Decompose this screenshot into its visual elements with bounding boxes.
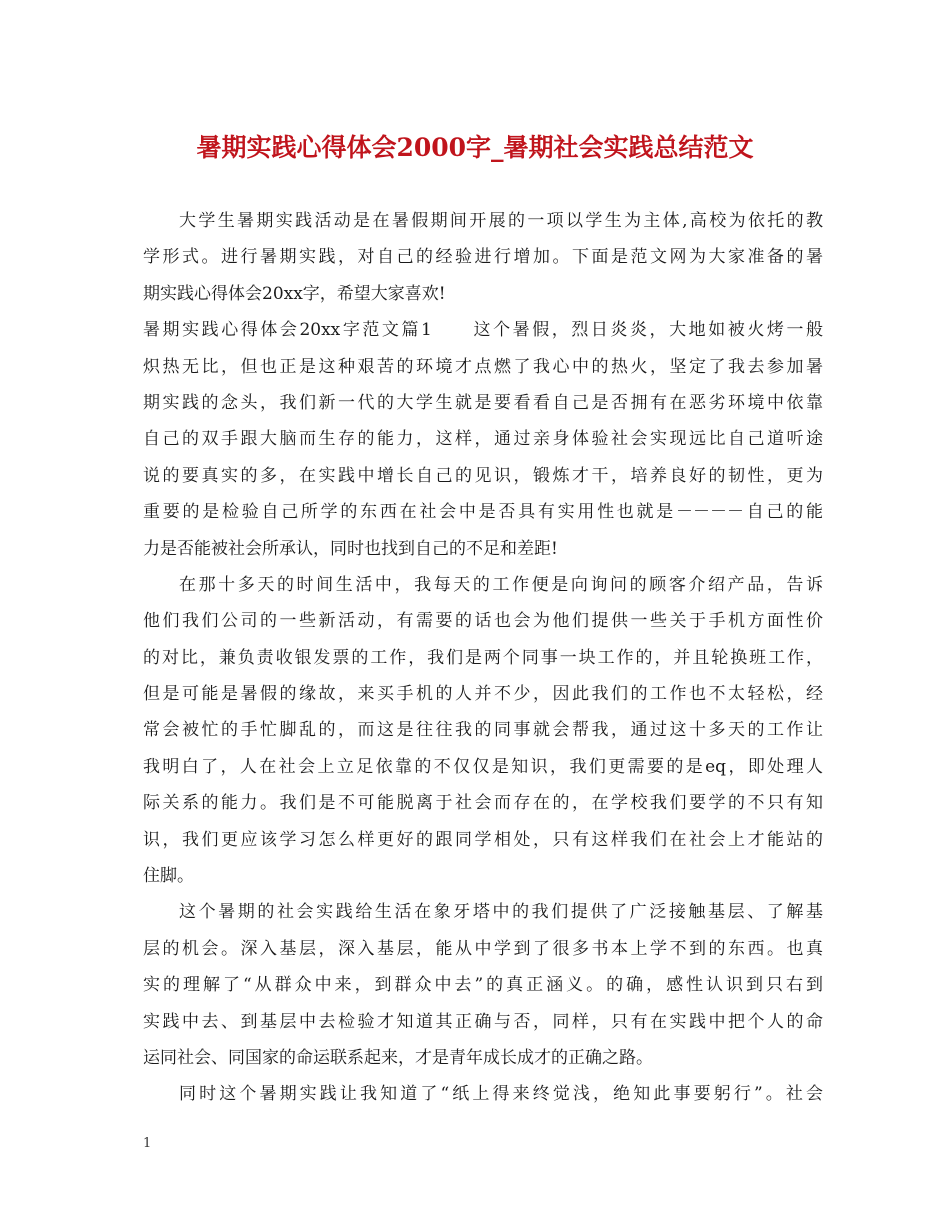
text-line: 力是否能被社会所承认，同时也找到自己的不足和差距!: [143, 538, 558, 559]
text-line: 运同社会、同国家的命运联系起来，才是青年成长成才的正确之路。: [143, 1047, 653, 1068]
text-line: 期实践的念头，我们新一代的大学生就是要看看自己是否拥有在恶劣环境中依靠: [143, 392, 823, 413]
text-line: 在那十多天的时间生活中，我每天的工作便是向询问的顾客介绍产品，告诉: [179, 574, 823, 595]
text-line: 层的机会。深入基层，深入基层，能从中学到了很多书本上学不到的东西。也真: [143, 938, 823, 959]
text-line: 同时这个暑期实践让我知道了“纸上得来终觉浅，绝知此事要躬行”。社会: [179, 1084, 823, 1105]
page-number: 1: [143, 1136, 152, 1151]
text-line: 的对比，兼负责收银发票的工作，我们是两个同事一块工作的，并且轮换班工作，: [143, 647, 823, 668]
body-text: [143, 203, 823, 1113]
text-line: 他们我们公司的一些新活动，有需要的话也会为他们提供一些关于手机方面性价: [143, 611, 823, 632]
text-line: 我明白了，人在社会上立足依靠的不仅仅是知识，我们更需要的是eq，即处理人: [143, 756, 823, 777]
text-line: 住脚。: [143, 866, 194, 887]
text-line: 炽热无比，但也正是这种艰苦的环境才点燃了我心中的热火，坚定了我去参加暑: [143, 356, 823, 377]
text-line: 际关系的能力。我们是不可能脱离于社会而存在的，在学校我们要学的不只有知: [143, 793, 823, 814]
text-line: 自己的双手跟大脑而生存的能力，这样，通过亲身体验社会实现远比自己道听途: [143, 429, 823, 450]
text-line: 常会被忙的手忙脚乱的，而这是往往我的同事就会帮我，通过这十多天的工作让: [143, 720, 823, 741]
text-line: 期实践心得体会20xx字，希望大家喜欢!: [143, 283, 446, 304]
text-line: 实践中去、到基层中去检验才知道其正确与否，同样，只有在实践中把个人的命: [143, 1011, 823, 1032]
text-line: 但是可能是暑假的缘故，来买手机的人并不少，因此我们的工作也不太轻松，经: [143, 684, 823, 705]
text-line: 说的要真实的多，在实践中增长自己的见识，锻炼才干，培养良好的韧性，更为: [143, 465, 823, 486]
text-line: 这个暑期的社会实践给生活在象牙塔中的我们提供了广泛接触基层、了解基: [179, 902, 823, 923]
text-line: 重要的是检验自己所学的东西在社会中是否具有实用性也就是－－－－自己的能: [143, 502, 823, 523]
text-line: 大学生暑期实践活动是在暑假期间开展的一项以学生为主体,高校为依托的教: [179, 211, 823, 231]
text-line: 识，我们更应该学习怎么样更好的跟同学相处，只有这样我们在社会上才能站的: [143, 829, 823, 850]
page-title: 暑期实践心得体会2000字_暑期社会实践总结范文: [196, 133, 754, 162]
text-line: 学形式。进行暑期实践，对自己的经验进行增加。下面是范文网为大家准备的暑: [143, 247, 823, 268]
text-line: 实的理解了“从群众中来，到群众中去”的真正涵义。的确，感性认识到只右到: [143, 975, 823, 996]
text-line: 暑期实践心得体会20xx字范文篇1 这个暑假，烈日炎炎，大地如被火烤一般: [143, 320, 823, 341]
